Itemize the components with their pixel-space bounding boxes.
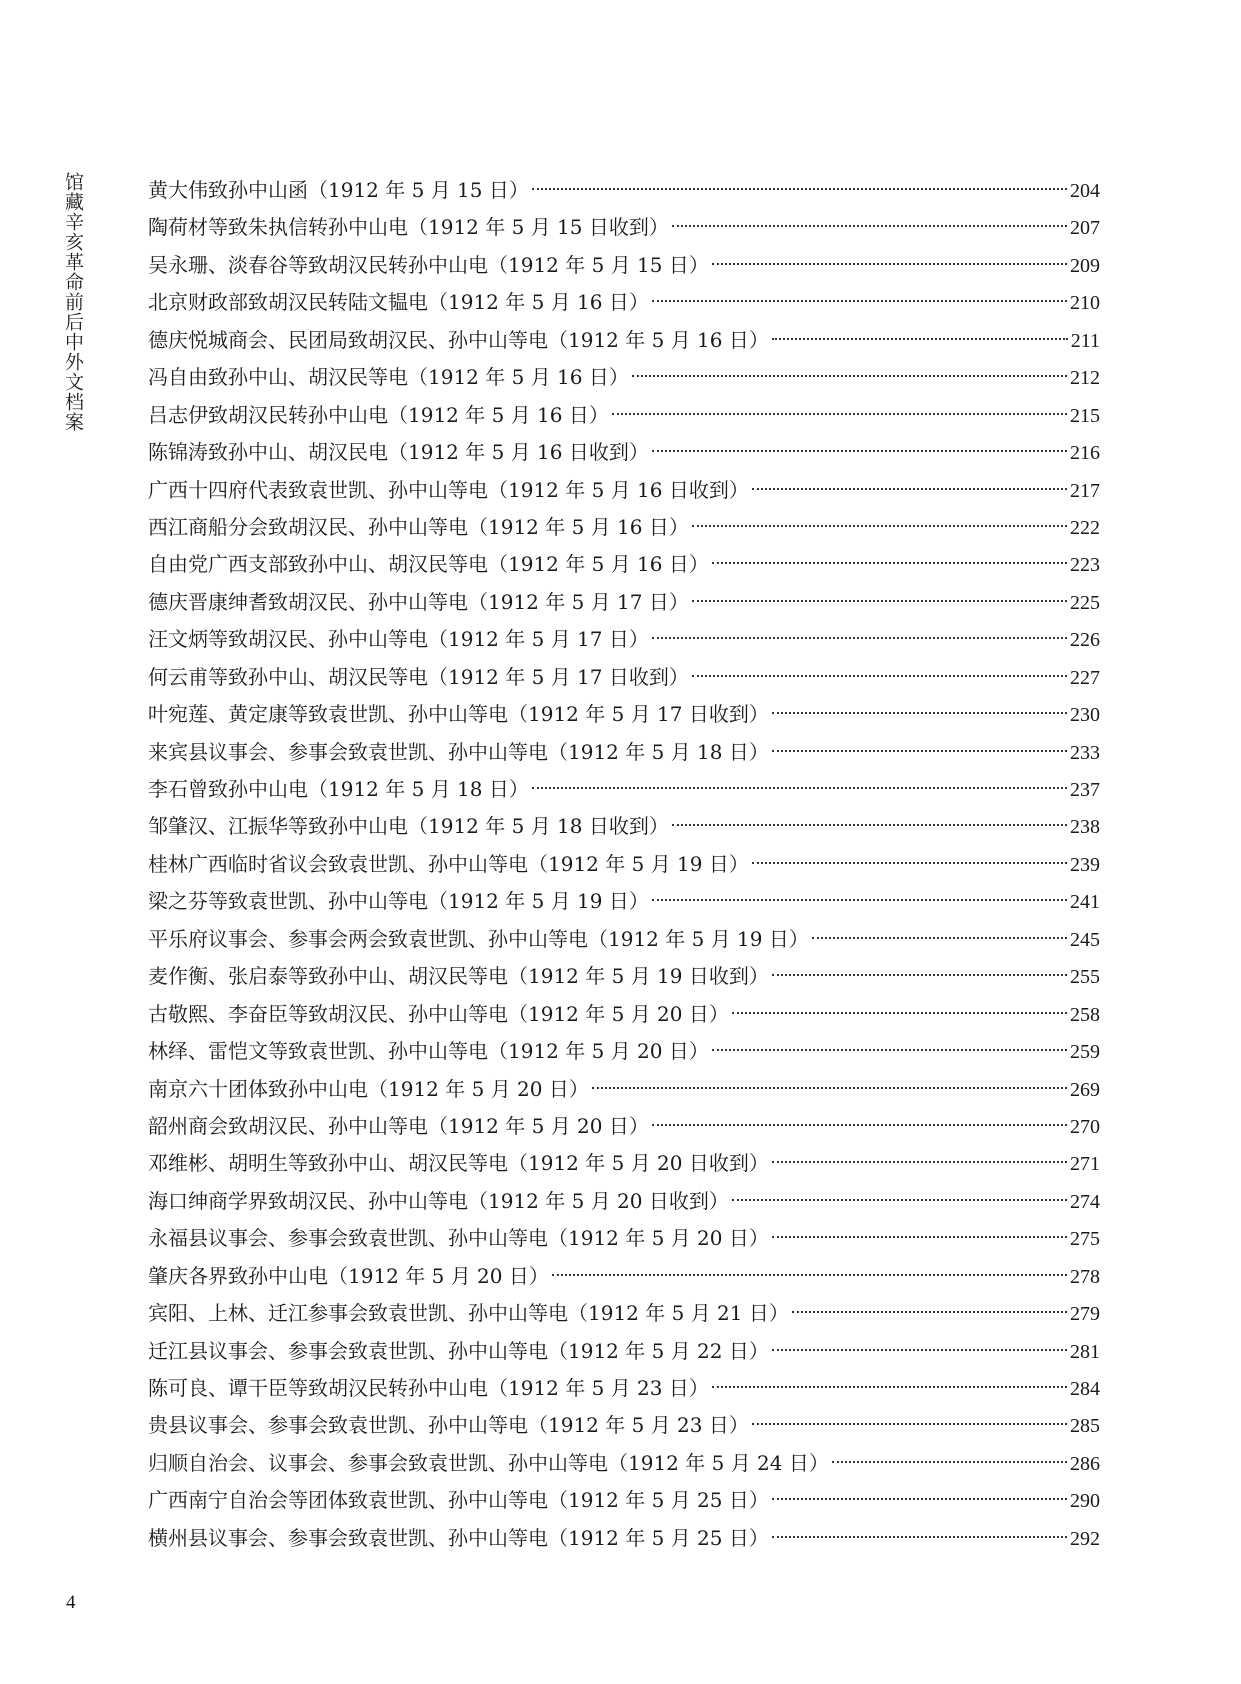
toc-entry-page: 225 xyxy=(1070,591,1100,614)
toc-entry xyxy=(148,1220,1100,1257)
dot-leader xyxy=(792,1311,1067,1313)
toc-entry xyxy=(148,808,1100,845)
running-title: 馆藏辛亥革命前后中外文档案 xyxy=(62,172,84,432)
toc-entry-title: 北京财政部致胡汉民转陆文韫电（1912 年 5 月 16 日） xyxy=(148,290,649,315)
toc-entry-page: 259 xyxy=(1070,1041,1100,1064)
toc-entry xyxy=(148,1520,1100,1557)
dot-leader xyxy=(672,225,1067,227)
dot-leader xyxy=(652,1124,1067,1126)
toc-entry-page: 279 xyxy=(1070,1303,1100,1326)
toc-entry-page: 281 xyxy=(1070,1340,1100,1363)
dot-leader xyxy=(752,1423,1067,1425)
toc-entry-page: 217 xyxy=(1070,479,1100,502)
dot-leader xyxy=(712,1386,1067,1388)
dot-leader xyxy=(832,1461,1067,1463)
dot-leader xyxy=(592,1087,1067,1089)
toc-entry-title: 南京六十团体致孙中山电（1912 年 5 月 20 日） xyxy=(148,1076,589,1101)
toc-entry-page: 255 xyxy=(1070,966,1100,989)
toc-entry-title: 肇庆各界致孙中山电（1912 年 5 月 20 日） xyxy=(148,1263,549,1288)
table-of-contents xyxy=(148,172,1100,1557)
toc-entry-title: 林绎、雷恺文等致袁世凯、孙中山等电（1912 年 5 月 20 日） xyxy=(148,1039,709,1064)
toc-entry xyxy=(148,172,1100,209)
dot-leader xyxy=(772,338,1068,340)
toc-entry-title: 平乐府议事会、参事会两会致袁世凯、孙中山等电（1912 年 5 月 19 日） xyxy=(148,926,809,951)
toc-entry-title: 桂林广西临时省议会致袁世凯、孙中山等电（1912 年 5 月 19 日） xyxy=(148,851,749,876)
dot-leader xyxy=(692,600,1067,602)
toc-entry-title: 古敬熙、李奋臣等致胡汉民、孙中山等电（1912 年 5 月 20 日） xyxy=(148,1001,729,1026)
toc-entry-title: 自由党广西支部致孙中山、胡汉民等电（1912 年 5 月 16 日） xyxy=(148,552,709,577)
toc-entry-title: 梁之芬等致袁世凯、孙中山等电（1912 年 5 月 19 日） xyxy=(148,889,649,914)
toc-entry xyxy=(148,1183,1100,1220)
toc-entry-page: 227 xyxy=(1070,666,1100,689)
toc-entry-page: 290 xyxy=(1070,1490,1100,1513)
toc-entry xyxy=(148,771,1100,808)
toc-entry-title: 何云甫等致孙中山、胡汉民等电（1912 年 5 月 17 日收到） xyxy=(148,664,689,689)
toc-entry-page: 269 xyxy=(1070,1078,1100,1101)
toc-entry xyxy=(148,209,1100,246)
dot-leader xyxy=(652,300,1067,302)
toc-entry xyxy=(148,734,1100,771)
toc-entry-title: 吴永珊、淡春谷等致胡汉民转孙中山电（1912 年 5 月 15 日） xyxy=(148,252,709,277)
toc-entry-title: 永福县议事会、参事会致袁世凯、孙中山等电（1912 年 5 月 20 日） xyxy=(148,1226,769,1251)
toc-entry xyxy=(148,247,1100,284)
dot-leader xyxy=(712,263,1067,265)
dot-leader xyxy=(752,488,1067,490)
toc-entry-page: 211 xyxy=(1070,329,1100,352)
toc-entry-title: 汪文炳等致胡汉民、孙中山等电（1912 年 5 月 17 日） xyxy=(148,627,649,652)
toc-entry xyxy=(148,1482,1100,1519)
toc-entry xyxy=(148,472,1100,509)
dot-leader xyxy=(772,1161,1067,1163)
toc-entry-page: 210 xyxy=(1070,292,1100,315)
toc-entry xyxy=(148,696,1100,733)
toc-entry xyxy=(148,1071,1100,1108)
toc-entry-title: 德庆悦城商会、民团局致胡汉民、孙中山等电（1912 年 5 月 16 日） xyxy=(148,327,769,352)
toc-entry-page: 216 xyxy=(1070,442,1100,465)
toc-entry-page: 223 xyxy=(1070,554,1100,577)
toc-entry-title: 邓维彬、胡明生等致孙中山、胡汉民等电（1912 年 5 月 20 日收到） xyxy=(148,1151,769,1176)
toc-entry xyxy=(148,284,1100,321)
toc-entry-title: 黄大伟致孙中山函（1912 年 5 月 15 日） xyxy=(148,178,529,202)
toc-entry-title: 冯自由致孙中山、胡汉民等电（1912 年 5 月 16 日） xyxy=(148,365,629,390)
toc-entry-page: 245 xyxy=(1070,928,1100,951)
toc-entry-title: 西江商船分会致胡汉民、孙中山等电（1912 年 5 月 16 日） xyxy=(148,514,689,539)
toc-entry xyxy=(148,434,1100,471)
toc-entry xyxy=(148,621,1100,658)
dot-leader xyxy=(752,862,1067,864)
toc-entry xyxy=(148,1333,1100,1370)
toc-entry-page: 271 xyxy=(1070,1153,1100,1176)
toc-entry-title: 广西南宁自治会等团体致袁世凯、孙中山等电（1912 年 5 月 25 日） xyxy=(148,1488,769,1513)
toc-entry-title: 陶荷材等致朱执信转孙中山电（1912 年 5 月 15 日收到） xyxy=(148,215,669,240)
toc-entry xyxy=(148,1370,1100,1407)
dot-leader xyxy=(612,413,1067,415)
toc-entry-page: 237 xyxy=(1070,779,1100,801)
toc-entry-page: 241 xyxy=(1070,891,1100,914)
toc-entry xyxy=(148,546,1100,583)
toc-entry-page: 274 xyxy=(1070,1190,1100,1213)
dot-leader xyxy=(772,974,1067,976)
toc-entry-page: 278 xyxy=(1070,1265,1100,1288)
dot-leader xyxy=(712,1049,1067,1051)
toc-entry-title: 邹肇汉、江振华等致孙中山电（1912 年 5 月 18 日收到） xyxy=(148,814,669,839)
dot-leader xyxy=(532,787,1067,789)
dot-leader xyxy=(772,1236,1067,1238)
toc-entry xyxy=(148,883,1100,920)
toc-entry-page: 222 xyxy=(1070,516,1100,539)
toc-entry-title: 陈锦涛致孙中山、胡汉民电（1912 年 5 月 16 日收到） xyxy=(148,440,649,465)
toc-entry-page: 233 xyxy=(1070,741,1100,764)
dot-leader xyxy=(772,712,1067,714)
toc-entry-title: 横州县议事会、参事会致袁世凯、孙中山等电（1912 年 5 月 25 日） xyxy=(148,1525,769,1550)
toc-entry-title: 陈可良、谭干臣等致胡汉民转孙中山电（1912 年 5 月 23 日） xyxy=(148,1376,709,1400)
toc-entry-title: 宾阳、上林、迁江参事会致袁世凯、孙中山等电（1912 年 5 月 21 日） xyxy=(148,1301,789,1326)
toc-entry-page: 215 xyxy=(1070,404,1100,427)
dot-leader xyxy=(812,937,1067,939)
toc-entry-page: 275 xyxy=(1070,1228,1100,1251)
toc-entry xyxy=(148,509,1100,546)
toc-entry-page: 226 xyxy=(1070,629,1100,652)
toc-entry xyxy=(148,1108,1100,1145)
toc-entry-title: 贵县议事会、参事会致袁世凯、孙中山等电（1912 年 5 月 23 日） xyxy=(148,1413,749,1438)
toc-entry-title: 归顺自治会、议事会、参事会致袁世凯、孙中山等电（1912 年 5 月 24 日） xyxy=(148,1450,829,1475)
dot-leader xyxy=(652,899,1067,901)
toc-entry xyxy=(148,1407,1100,1444)
toc-entry-title: 麦作衡、张启泰等致孙中山、胡汉民等电（1912 年 5 月 19 日收到） xyxy=(148,964,769,989)
toc-entry-page: 286 xyxy=(1070,1452,1100,1475)
dot-leader xyxy=(692,675,1067,677)
toc-entry-title: 叶宛莲、黄定康等致袁世凯、孙中山等电（1912 年 5 月 17 日收到） xyxy=(148,702,769,727)
dot-leader xyxy=(712,562,1067,564)
toc-entry-title: 迁江县议事会、参事会致袁世凯、孙中山等电（1912 年 5 月 22 日） xyxy=(148,1338,769,1363)
dot-leader xyxy=(772,1349,1067,1351)
toc-entry-title: 韶州商会致胡汉民、孙中山等电（1912 年 5 月 20 日） xyxy=(148,1113,649,1138)
dot-leader xyxy=(772,750,1067,752)
toc-entry-page: 207 xyxy=(1070,217,1100,240)
dot-leader xyxy=(552,1274,1067,1276)
toc-entry xyxy=(148,958,1100,995)
toc-entry-page: 292 xyxy=(1070,1527,1100,1550)
toc-entry xyxy=(148,921,1100,958)
toc-entry-page: 284 xyxy=(1070,1378,1100,1400)
dot-leader xyxy=(772,1536,1067,1538)
dot-leader xyxy=(652,450,1067,452)
toc-entry-page: 270 xyxy=(1070,1115,1100,1138)
toc-entry-title: 吕志伊致胡汉民转孙中山电（1912 年 5 月 16 日） xyxy=(148,402,609,427)
toc-entry xyxy=(148,996,1100,1033)
toc-entry xyxy=(148,1258,1100,1295)
dot-leader xyxy=(632,375,1067,377)
toc-entry-page: 212 xyxy=(1070,367,1100,390)
toc-entry xyxy=(148,1145,1100,1182)
toc-entry-page: 238 xyxy=(1070,816,1100,839)
dot-leader xyxy=(732,1199,1067,1201)
toc-entry xyxy=(148,659,1100,696)
toc-entry xyxy=(148,584,1100,621)
toc-entry xyxy=(148,1445,1100,1482)
dot-leader xyxy=(672,824,1067,826)
dot-leader xyxy=(532,188,1067,190)
toc-entry-title: 广西十四府代表致袁世凯、孙中山等电（1912 年 5 月 16 日收到） xyxy=(148,477,749,502)
dot-leader xyxy=(652,637,1067,639)
dot-leader xyxy=(732,1012,1067,1014)
page-number: 4 xyxy=(66,1592,76,1613)
toc-entry-page: 239 xyxy=(1070,853,1100,876)
toc-entry-title: 李石曾致孙中山电（1912 年 5 月 18 日） xyxy=(148,777,529,801)
toc-entry-page: 258 xyxy=(1070,1003,1100,1026)
toc-entry-page: 209 xyxy=(1070,254,1100,277)
toc-entry-page: 230 xyxy=(1070,704,1100,727)
toc-entry xyxy=(148,359,1100,396)
dot-leader xyxy=(692,525,1067,527)
toc-entry-title: 德庆晋康绅耆致胡汉民、孙中山等电（1912 年 5 月 17 日） xyxy=(148,589,689,614)
toc-entry xyxy=(148,1033,1100,1070)
toc-entry-title: 海口绅商学界致胡汉民、孙中山等电（1912 年 5 月 20 日收到） xyxy=(148,1188,729,1213)
toc-entry xyxy=(148,397,1100,434)
toc-entry xyxy=(148,846,1100,883)
toc-entry-page: 285 xyxy=(1070,1415,1100,1438)
toc-entry xyxy=(148,1295,1100,1332)
dot-leader xyxy=(772,1498,1067,1500)
toc-entry xyxy=(148,322,1100,359)
toc-entry-page: 204 xyxy=(1070,180,1100,202)
toc-entry-title: 来宾县议事会、参事会致袁世凯、孙中山等电（1912 年 5 月 18 日） xyxy=(148,739,769,764)
